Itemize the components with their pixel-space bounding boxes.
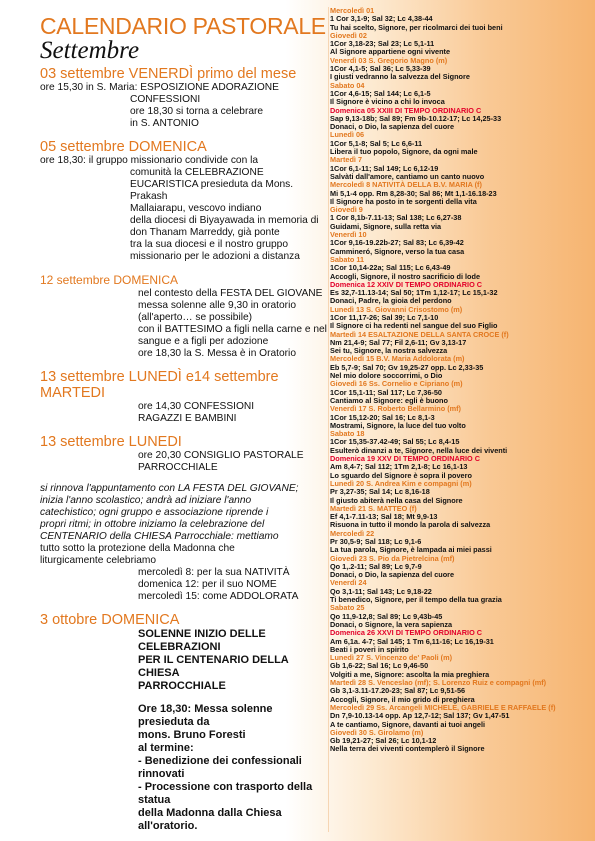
reading-refs: 1Cor 15,35-37.42-49; Sal 55; Lc 8,4-15 — [330, 437, 460, 447]
reading-day: Mercoledì 15 B.V. Maria Addolorata (m) — [330, 354, 465, 364]
event-line: in S. ANTONIO — [130, 118, 199, 129]
event-line: PARROCCHIALE — [138, 462, 218, 473]
event-heading-2: 05 settembre DOMENICA — [40, 139, 207, 155]
note-line: catechistico; ogni gruppo e associazione riprende i — [40, 507, 269, 518]
reading-refs: 1 Cor 3,1-9; Sal 32; Lc 4,38-44 — [330, 14, 433, 24]
reading-psalm: Il Signore ha posto in te sorgenti della vita — [330, 196, 477, 206]
reading-psalm: La tua parola, Signore, è lampada ai miei passi — [330, 545, 492, 555]
reading-psalm: Guidami, Signore, sulla retta via — [330, 221, 442, 231]
reading-day: Sabato 11 — [330, 254, 365, 264]
reading-psalm: Il Signore è vicino a chi lo invoca — [330, 97, 445, 107]
reading-day: Giovedì 30 S. Girolamo (m) — [330, 727, 424, 737]
event-line: Mallaiarapu, vescovo indiano — [130, 203, 262, 214]
reading-psalm: Risuona in tutto il mondo la parola di salvezza — [330, 520, 491, 530]
event-line: ore 15,30 in S. Maria: ESPOSIZIONE ADORAZIONE — [40, 82, 279, 93]
event-line: missionario per le adozioni a distanza — [130, 251, 300, 262]
reading-psalm: Accogli, Signore, il nostro sacrificio di lode — [330, 271, 481, 281]
readings-column — [330, 7, 590, 754]
note-line: tutto sotto la protezione della Madonna che — [40, 543, 235, 554]
events-column — [40, 14, 330, 833]
reading-refs: 1Cor 11,17-26; Sal 39; Lc 7,1-10 — [330, 312, 439, 322]
reading-refs: 1Cor 3,18-23; Sal 23; Lc 5,1-11 — [330, 39, 435, 49]
reading-refs: Eb 5,7-9; Sal 70; Gv 19,25-27 opp. Lc 2,33-35 — [330, 362, 484, 372]
reading-day: Lunedì 27 S. Vincenzo de' Paoli (m) — [330, 653, 453, 663]
reading-psalm: Il giusto abiterà nella casa del Signore — [330, 495, 463, 505]
reading-psalm: Sei tu, Signore, la nostra salvezza — [330, 346, 448, 356]
column-divider — [328, 7, 329, 832]
note-line: inizia l'anno scolastico; andrà ad iniziare l'anno — [40, 495, 252, 506]
reading-refs: 1 Cor 8,1b-7.11-13; Sal 138; Lc 6,27-38 — [330, 213, 462, 223]
note-list-item: domenica 12: per il suo NOME — [138, 579, 277, 590]
event-line: ore 18,30 si torna a celebrare — [130, 106, 264, 117]
reading-day: Giovedì 9 — [330, 205, 363, 215]
reading-psalm: Cantiamo al Signore: egli è buono — [330, 395, 448, 405]
reading-refs: Qo 11,9-12,8; Sal 89; Lc 9,43b-45 — [330, 611, 443, 621]
page-title: CALENDARIO PASTORALE — [40, 13, 326, 39]
reading-day: Giovedì 16 Ss. Cornelio e Cipriano (m) — [330, 379, 463, 389]
event-bold-line: PARROCCHIALE — [138, 680, 226, 692]
reading-psalm: Nella terra dei viventi contemplerò il Signore — [330, 744, 485, 754]
reading-refs: Gb 3,1-3.11-17.20-23; Sal 87; Lc 9,51-56 — [330, 686, 466, 696]
reading-refs: Am 6,1a. 4-7; Sal 145; 1 Tm 6,11-16; Lc 16,19-31 — [330, 636, 494, 646]
reading-day: Mercoledì 8 NATIVITÀ DELLA B.V. MARIA (f) — [330, 180, 482, 190]
event-line: messa solenne alle 9,30 in oratorio — [138, 300, 297, 311]
reading-psalm: Ti benedico, Signore, per il tempo della tua grazia — [330, 595, 502, 605]
reading-refs: 1Cor 9,16-19.22b-27; Sal 83; Lc 6,39-42 — [330, 238, 464, 248]
reading-refs: Ef 4,1-7.11-13; Sal 18; Mt 9,9-13 — [330, 512, 438, 522]
event-bold-line: - Benedizione dei confessionali rinnovati — [138, 755, 302, 780]
reading-psalm: Donaci, Padre, la gioia del perdono — [330, 296, 452, 306]
reading-psalm: Volgiti a me, Signore: ascolta la mia preghiera — [330, 669, 490, 679]
event-line: tra la sua diocesi e il nostro gruppo — [130, 239, 288, 250]
reading-sunday: Domenica 26 XXVI DI TEMPO ORDINARIO C — [330, 628, 483, 638]
event-line: della diocesi di Biyayawada in memoria di — [130, 215, 319, 226]
event-line: EUCARISTICA presieduta da Mons. Prakash — [130, 179, 294, 202]
event-heading-1: 03 settembre VENERDÌ primo del mese — [40, 66, 297, 82]
reading-psalm: Donaci, o Dio, la sapienza del cuore — [330, 122, 455, 132]
reading-psalm: Al Signore appartiene ogni vivente — [330, 47, 451, 57]
event-heading-4: 13 settembre LUNEDÌ e14 settembre MARTEDI — [40, 369, 279, 401]
reading-psalm: Donaci, o Signore, la vera sapienza — [330, 619, 453, 629]
reading-psalm: Nel mio dolore soccorrimi, o Dio — [330, 371, 443, 381]
reading-psalm: Esulterò dinanzi a te, Signore, nella luce dei viventi — [330, 445, 508, 455]
reading-day: Giovedì 23 S. Pio da Pietrelcina (mf) — [330, 553, 455, 563]
reading-day: Mercoledì 22 — [330, 528, 375, 538]
reading-refs: 1Cor 10,14-22a; Sal 115; Lc 6,43-49 — [330, 263, 451, 273]
event-line: ore 18,30: il gruppo missionario condivide con la — [40, 155, 259, 166]
reading-day: Lunedì 06 — [330, 130, 365, 140]
event-heading-5: 13 settembre LUNEDI — [40, 434, 182, 450]
month-title: Settembre — [40, 37, 140, 64]
reading-refs: 1Cor 4,6-15; Sal 144; Lc 6,1-5 — [330, 88, 431, 98]
reading-psalm: Libera il tuo popolo, Signore, da ogni male — [330, 147, 478, 157]
reading-day: Martedì 28 S. Venceslao (mf); S. Lorenzo Ruiz e compagni (mf) — [330, 678, 547, 688]
note-line: liturgicamente celebriamo — [40, 555, 157, 566]
event-heading-6: 3 ottobre DOMENICA — [40, 612, 180, 628]
reading-refs: Gb 19,21-27; Sal 26; Lc 10,1-12 — [330, 736, 437, 746]
reading-day: Martedì 14 ESALTAZIONE DELLA SANTA CROCE (f) — [330, 329, 509, 339]
reading-psalm: Cammineró, Signore, verso la tua casa — [330, 246, 465, 256]
note-line: si rinnova l'appuntamento con LA FESTA DEL GIOVANE; — [40, 483, 299, 494]
reading-psalm: Salvàti dall'amore, cantiamo un canto nuovo — [330, 171, 485, 181]
note-line: CENTENARIO della CHIESA Parrocchiale: mettiamo — [40, 531, 279, 542]
event-line: ore 18,30 la S. Messa è in Oratorio — [138, 348, 296, 359]
reading-refs: Sap 9,13-18b; Sal 89; Fm 9b-10.12-17; Lc 14,25-33 — [330, 113, 502, 123]
event-line: RAGAZZI E BAMBINI — [138, 413, 237, 424]
note-line: propri ritmi; in ottobre iniziamo la celebrazione del — [40, 519, 265, 530]
reading-day: Sabato 18 — [330, 429, 365, 439]
event-line: ore 20,30 CONSIGLIO PASTORALE — [138, 450, 304, 461]
reading-sunday: Domenica 19 XXV DI TEMPO ORDINARIO C — [330, 454, 481, 464]
reading-refs: Mi 5,1-4 opp. Rm 8,28-30; Sal 86; Mt 1,1-16.18-23 — [330, 188, 497, 198]
reading-day: Lunedì 20 S. Andrea Kim e compagni (m) — [330, 478, 472, 488]
reading-psalm: A te cantiamo, Signore, davanti ai tuoi angeli — [330, 719, 486, 729]
event-bold-line: Ore 18,30: Messa solenne presieduta da — [138, 703, 273, 728]
event-bold-line: mons. Bruno Foresti — [138, 729, 246, 741]
reading-day: Sabato 25 — [330, 603, 365, 613]
reading-refs: Nm 21,4-9; Sal 77; Fil 2,6-11; Gv 3,13-17 — [330, 337, 467, 347]
reading-refs: 1Cor 15,1-11; Sal 117; Lc 7,36-50 — [330, 387, 442, 397]
note-list-item: mercoledì 8: per la sua NATIVITÀ — [138, 567, 290, 578]
reading-refs: Qo 3,1-11; Sal 143; Lc 9,18-22 — [330, 586, 432, 596]
reading-refs: 1Cor 4,1-5; Sal 36; Lc 5,33-39 — [330, 64, 431, 74]
event-bold-line: - Processione con trasporto della statua — [138, 781, 313, 806]
event-line: ore 14,30 CONFESSIONI — [138, 401, 255, 412]
reading-day: Mercoledì 29 Ss. Arcangeli MICHELE, GABRIELE E RAFFAELE (f) — [330, 702, 556, 712]
reading-refs: Pr 3,27-35; Sal 14; Lc 8,16-18 — [330, 487, 430, 497]
reading-day: Venerdì 24 — [330, 578, 367, 588]
event-line: (all'aperto… se possibile) — [138, 312, 253, 323]
reading-day: Martedì 21 S. MATTEO (f) — [330, 503, 417, 513]
event-line: con il BATTESIMO a figli nella carne e nel — [138, 324, 327, 335]
reading-psalm: Mostrami, Signore, la luce del tuo volto — [330, 420, 466, 430]
reading-psalm: Donaci, o Dio, la sapienza del cuore — [330, 570, 455, 580]
note-list-item: mercoledì 15: come ADDOLORATA — [138, 591, 299, 602]
reading-refs: 1Cor 15,12-20; Sal 16; Lc 8,1-3 — [330, 412, 435, 422]
reading-day: Giovedì 02 — [330, 30, 367, 40]
event-line: nel contesto della FESTA DEL GIOVANE — [138, 288, 323, 299]
event-bold-line: al termine: — [138, 742, 194, 754]
reading-refs: 1Cor 6,1-11; Sal 149; Lc 6,12-19 — [330, 163, 439, 173]
event-heading-3: 12 settembre DOMENICA — [40, 273, 179, 287]
reading-day: Sabato 04 — [330, 80, 365, 90]
reading-refs: Qo 1,.2-11; Sal 89; Lc 9,7-9 — [330, 561, 422, 571]
reading-refs: Pr 30,5-9; Sal 118; Lc 9,1-6 — [330, 537, 422, 546]
reading-psalm: Il Signore ci ha redenti nel sangue del suo Figlio — [330, 321, 498, 331]
reading-refs: Dn 7,9-10.13-14 opp. Ap 12,7-12; Sal 137; Gv 1,47-51 — [330, 711, 510, 721]
reading-day: Mercoledì 01 — [330, 6, 375, 15]
event-bold-line: SOLENNE INIZIO DELLE CELEBRAZIONI — [138, 628, 266, 653]
event-line: sangue e a figli per adozione — [138, 336, 269, 347]
reading-psalm: Beati i poveri in spirito — [330, 644, 409, 654]
reading-sunday: Domenica 05 XXIII DI TEMPO ORDINARIO C — [330, 105, 482, 115]
event-line: don Thanam Marreddy, già ponte — [130, 227, 280, 238]
reading-refs: 1Cor 5,1-8; Sal 5; Lc 6,6-11 — [330, 138, 423, 148]
event-bold-line: PER IL CENTENARIO DELLA CHIESA — [138, 654, 289, 679]
event-bold-line: della Madonna dalla Chiesa all'oratorio. — [138, 807, 282, 832]
reading-day: Venerdì 17 S. Roberto Bellarmino (mf) — [330, 404, 461, 414]
reading-refs: Gb 1,6-22; Sal 16; Lc 9,46-50 — [330, 661, 429, 671]
reading-sunday: Domenica 12 XXIV DI TEMPO ORDINARIO C — [330, 279, 483, 289]
event-line: CONFESSIONI — [130, 94, 201, 105]
reading-day: Martedì 7 — [330, 155, 363, 165]
reading-psalm: Tu hai scelto, Signore, per ricolmarci dei tuoi beni — [330, 22, 503, 32]
event-line: comunità la CELEBRAZIONE — [130, 167, 264, 178]
reading-day: Lunedì 13 S. Giovanni Crisostomo (m) — [330, 304, 463, 314]
reading-refs: Es 32,7-11.13-14; Sal 50; 1Tm 1,12-17; Lc 15,1-32 — [330, 288, 498, 298]
reading-refs: Am 8,4-7; Sal 112; 1Tm 2,1-8; Lc 16,1-13 — [330, 462, 468, 472]
reading-day: Venerdì 03 S. Gregorio Magno (m) — [330, 55, 448, 65]
reading-day: Venerdì 10 — [330, 230, 367, 240]
reading-psalm: Lo sguardo del Signore è sopra il povero — [330, 470, 472, 480]
reading-psalm: Accogli, Signore, il mio grido di preghiera — [330, 694, 475, 704]
reading-psalm: I giusti vedranno la salvezza del Signore — [330, 72, 470, 82]
